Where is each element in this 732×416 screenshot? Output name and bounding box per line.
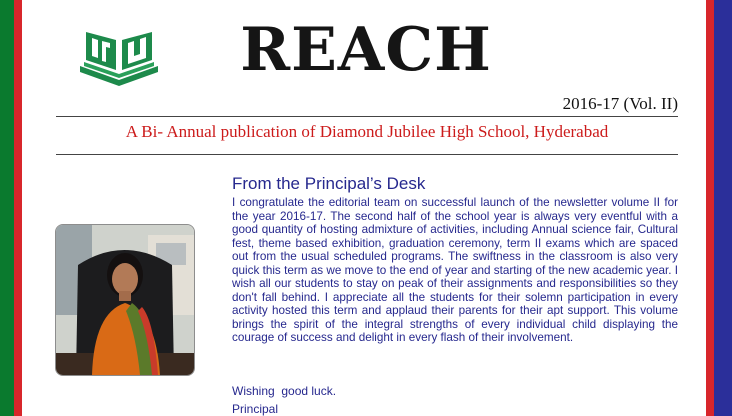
article-body: I congratulate the editorial team on successful launch of the newsletter volume II for the year 2016-17. The second half of the school year is always very eventful with a good quantity of hosting admixture of activities, including Annual science fair, Cultural fest, theme based exhibition, graduation ceremony, term II exams which are spaced out from the usual scheduled programs. The swiftness in the classroom is also very quick this term as we move to the end of year and starting of the new academic year. I wish all our students to stay on peak of their assignments and responsibilities so they don't fall behind. I appreciate all the students for their solemn participation in every activity hosted this term and applaud their parents for their apt support. This volume brings the spirit of the integral strengths of every individual child displaying the courage of success and delight in every flash of their involvement. xyxy=(232,196,678,344)
bottom-divider xyxy=(56,154,678,155)
right-blue-border xyxy=(714,0,732,416)
volume-label: 2016-17 (Vol. II) xyxy=(562,94,678,113)
signature-text: Principal xyxy=(232,402,279,416)
publication-subtitle: A Bi- Annual publication of Diamond Jubilee High School, Hyderabad xyxy=(125,122,609,141)
newsletter-title: REACH xyxy=(240,15,492,85)
right-red-border xyxy=(706,0,714,416)
closing-text: Wishing good luck. xyxy=(232,384,337,398)
principal-photo-icon xyxy=(55,224,195,376)
left-green-border xyxy=(0,0,14,416)
top-divider xyxy=(56,116,678,117)
school-logo-icon xyxy=(78,22,160,88)
left-red-border xyxy=(14,0,22,416)
article-heading: From the Principal’s Desk xyxy=(232,174,426,193)
